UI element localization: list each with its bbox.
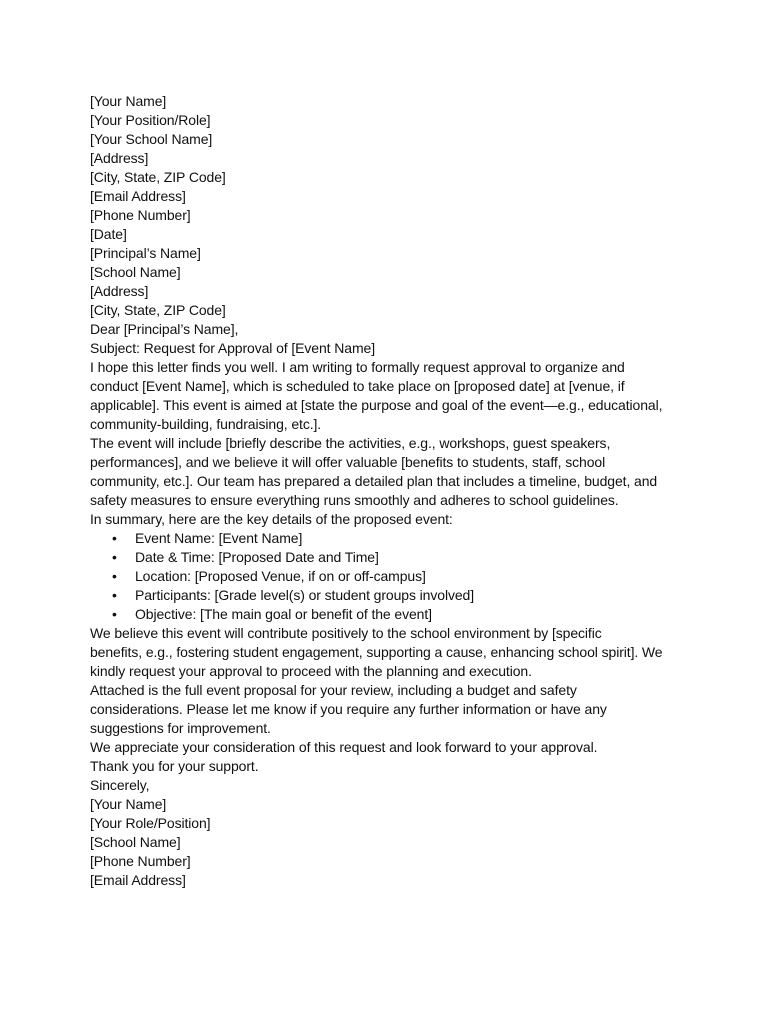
bullet-icon: •: [112, 568, 117, 584]
recipient-address: [Address]: [90, 283, 149, 299]
list-item-text: Date & Time: [Proposed Date and Time]: [135, 549, 379, 565]
list-item: [90, 605, 690, 624]
sender-city-state-zip: [City, State, ZIP Code]: [90, 169, 226, 185]
bullet-icon: •: [112, 530, 117, 546]
closing-line: Sincerely,: [90, 777, 150, 793]
paragraph-attachment: [90, 681, 690, 738]
list-item: [90, 586, 690, 605]
list-item-text: Objective: [The main goal or benefit of the event]: [135, 606, 432, 622]
paragraph-introduction: [90, 358, 690, 434]
paragraph-line: performances], and we believe it will offer valuable [benefits to students, staff, school: [90, 454, 606, 470]
paragraph-line: benefits, e.g., fostering student engagement, supporting a cause, enhancing school spirit]. We: [90, 644, 663, 660]
paragraph-line: Attached is the full event proposal for your review, including a budget and safety: [90, 682, 577, 698]
paragraph-line: kindly request your approval to proceed with the planning and execution.: [90, 663, 532, 679]
key-details-list: [90, 529, 690, 624]
paragraph-benefits: [90, 624, 690, 681]
paragraph-line: considerations. Please let me know if you require any further information or have any: [90, 701, 607, 717]
sender-email: [Email Address]: [90, 188, 186, 204]
summary-intro: In summary, here are the key details of the proposed event:: [90, 511, 453, 527]
signature-name: [Your Name]: [90, 796, 167, 812]
subject-line: Subject: Request for Approval of [Event Name]: [90, 340, 375, 356]
recipient-name: [Principal’s Name]: [90, 245, 201, 261]
paragraph-line: suggestions for improvement.: [90, 720, 271, 736]
thanks-line: Thank you for your support.: [90, 758, 259, 774]
recipient-block: [90, 244, 690, 320]
list-item: [90, 567, 690, 586]
signature-role: [Your Role/Position]: [90, 815, 211, 831]
sender-school: [Your School Name]: [90, 131, 213, 147]
list-item: [90, 529, 690, 548]
signature-school: [School Name]: [90, 834, 181, 850]
recipient-city-state-zip: [City, State, ZIP Code]: [90, 302, 226, 318]
paragraph-line: conduct [Event Name], which is scheduled to take place on [proposed date] at [venue, if: [90, 378, 625, 394]
paragraph-line: community-building, fundraising, etc.].: [90, 416, 322, 432]
appreciation-line: We appreciate your consideration of this request and look forward to your approval.: [90, 739, 598, 755]
signature-block: [90, 795, 690, 890]
paragraph-line: safety measures to ensure everything runs smoothly and adheres to school guidelines.: [90, 492, 619, 508]
sender-position: [Your Position/Role]: [90, 112, 211, 128]
sender-phone: [Phone Number]: [90, 207, 191, 223]
bullet-icon: •: [112, 587, 117, 603]
salutation: Dear [Principal’s Name],: [90, 321, 239, 337]
list-item-text: Event Name: [Event Name]: [135, 530, 303, 546]
paragraph-line: applicable]. This event is aimed at [state the purpose and goal of the event—e.g., educational,: [90, 397, 663, 413]
paragraph-event-description: [90, 434, 690, 510]
signature-email: [Email Address]: [90, 872, 186, 888]
paragraph-line: community, etc.]. Our team has prepared a detailed plan that includes a timeline, budget, and: [90, 473, 658, 489]
paragraph-line: I hope this letter finds you well. I am writing to formally request approval to organize and: [90, 359, 625, 375]
letter-date: [Date]: [90, 226, 127, 242]
paragraph-line: We believe this event will contribute positively to the school environment by [specific: [90, 625, 602, 641]
signature-phone: [Phone Number]: [90, 853, 191, 869]
letter-document: [90, 92, 690, 890]
bullet-icon: •: [112, 606, 117, 622]
sender-name: [Your Name]: [90, 93, 167, 109]
sender-block: [90, 92, 690, 244]
list-item-text: Location: [Proposed Venue, if on or off-campus]: [135, 568, 426, 584]
recipient-school: [School Name]: [90, 264, 181, 280]
paragraph-line: The event will include [briefly describe the activities, e.g., workshops, guest speakers,: [90, 435, 611, 451]
list-item: [90, 548, 690, 567]
sender-address: [Address]: [90, 150, 149, 166]
bullet-icon: •: [112, 549, 117, 565]
list-item-text: Participants: [Grade level(s) or student groups involved]: [135, 587, 475, 603]
